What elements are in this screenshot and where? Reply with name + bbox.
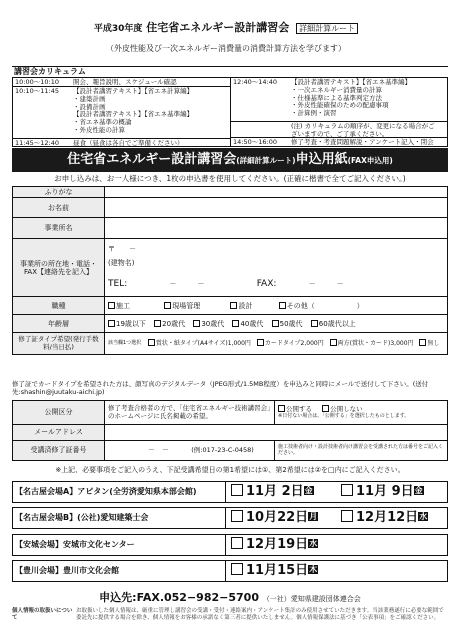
venue-slot[interactable]: 12月12日水: [341, 510, 428, 526]
checkbox[interactable]: [278, 405, 285, 412]
checkbox[interactable]: [108, 320, 115, 327]
building-name: (建物名): [108, 259, 135, 268]
fax-line: [12, 592, 448, 605]
checkbox[interactable]: [330, 339, 337, 346]
cert-options: [105, 333, 448, 355]
address-label: 事業所の所在地・電話・FAX【連絡先を記入】: [13, 239, 105, 297]
exam-label: 受講済修了証番号: [13, 441, 105, 461]
form-instruction: お申し込みは、お一人様につき、1枚の申込書を使用してください。(正確に楷書で全てご記入ください。): [54, 174, 406, 183]
name-field[interactable]: [105, 198, 448, 218]
age-option[interactable]: 60歳代以上: [311, 320, 356, 328]
checkbox[interactable]: [231, 484, 243, 496]
curriculum-time: 10:10～11:45: [15, 87, 59, 95]
age-option[interactable]: 30歳代: [193, 320, 224, 328]
fax-field[interactable]: － －: [308, 280, 344, 289]
publish-note: ※日付ない場合は、「公開する」を選択したものとします。: [278, 412, 410, 419]
name-label: お名前: [13, 198, 105, 218]
form-title-main: 住宅省エネルギー設計講習会: [67, 152, 237, 167]
age-option[interactable]: 19歳以下: [108, 320, 146, 328]
checkbox[interactable]: [341, 510, 353, 522]
venue-row: [12, 481, 448, 503]
checkbox[interactable]: [231, 563, 243, 575]
curriculum-row: [231, 78, 447, 122]
curriculum-table: [12, 77, 448, 147]
organizer: （一社）愛知県建設団体連合会: [262, 595, 361, 603]
office-field[interactable]: [105, 218, 448, 239]
checkbox[interactable]: [148, 339, 155, 346]
checkbox[interactable]: [231, 510, 243, 522]
checkbox[interactable]: [231, 537, 243, 549]
checkbox[interactable]: [272, 320, 279, 327]
email-field[interactable]: [105, 425, 448, 441]
publish-label: 公開区分: [13, 401, 105, 425]
venue-slot[interactable]: 11月 2日金: [231, 484, 314, 500]
curriculum-note: (注) カリキュラムの順序が、変更になる場合がございますので、ご了承ください。: [291, 122, 435, 138]
checkbox[interactable]: [230, 302, 237, 309]
cert-note: 該当欄1つ選択: [108, 339, 142, 346]
checkbox[interactable]: [232, 320, 239, 327]
form-title-fax: (FAX申込用): [347, 156, 393, 165]
course-title: 住宅省エネルギー設計講習会: [146, 21, 290, 34]
curriculum-time: 12:40～14:40: [233, 78, 277, 86]
publish-yes[interactable]: 公開する: [278, 405, 312, 413]
venue-name: 【安城会場】安城市文化センター: [15, 540, 135, 549]
tel-field[interactable]: － －: [169, 280, 205, 289]
curriculum-row: [13, 87, 230, 139]
curriculum-content: 開会、趣旨説明、スケジュール確認: [73, 78, 177, 86]
venue-row: [12, 507, 448, 529]
checkbox[interactable]: [108, 302, 115, 309]
exam-dash: － －: [148, 446, 169, 455]
priority-note: ※上記、必要事項をご記入のうえ、下記受講希望日の第1希望には①、第2希望には②を□内にご記入ください。: [55, 466, 405, 474]
cert-label: [13, 333, 105, 355]
course-subtitle: （外皮性能及び一次エネルギー消費量の消費計算方法を学びます）: [106, 44, 346, 53]
age-options: [105, 315, 448, 333]
application-form-2: [12, 400, 448, 461]
exam-note-text: 施工技術者向け・設計技術者向け講習会を受講された方は番号をご記入ください。: [278, 443, 444, 456]
checkbox[interactable]: [341, 484, 353, 496]
publish-desc-text: 修了考査合格者の方で、「住宅省エネルギー技術講習会」のホームページに氏名掲載の希望。: [108, 404, 271, 420]
venue-name: 【豊川会場】豊川市文化会館: [15, 566, 119, 575]
venue-slot[interactable]: 12月19日水: [231, 537, 318, 553]
curriculum-time: 11:45～12:40: [15, 139, 59, 147]
curriculum-time: 10:00～10:10: [15, 78, 59, 86]
occupation-option[interactable]: その他（ ）: [279, 302, 364, 310]
curriculum-row: [13, 139, 230, 148]
exam-example: (例:017-23-C-0458): [191, 446, 254, 455]
year-label: 平成30年度: [93, 24, 143, 34]
cert-option[interactable]: 両方(賞状・カード)3,000円: [330, 339, 414, 348]
form-title: [12, 148, 448, 172]
occupation-label: 職種: [13, 297, 105, 315]
curriculum-content: 修了考査・考査問題解説・アンケート記入・閉会: [291, 138, 434, 146]
fax-number: 申込先:FAX.052−982−5700: [99, 591, 259, 604]
curriculum-row: [13, 78, 230, 87]
venue-slot[interactable]: 10月22日月: [231, 510, 318, 526]
fax-label: FAX:: [256, 279, 277, 290]
publish-desc: [105, 401, 275, 425]
furigana-field[interactable]: [105, 187, 448, 198]
checkbox[interactable]: [257, 339, 264, 346]
age-option[interactable]: 40歳代: [232, 320, 263, 328]
exam-note: [275, 441, 448, 461]
address-field[interactable]: [105, 239, 448, 297]
occupation-option[interactable]: 施工: [108, 302, 130, 310]
form-title-sub: (詳細計算ルート): [236, 156, 296, 165]
venue-row: [12, 534, 448, 556]
curriculum-row: [231, 138, 447, 148]
age-option[interactable]: 50歳代: [272, 320, 303, 328]
curriculum-row: [231, 122, 447, 138]
curriculum-title: 講習会カリキュラム: [12, 66, 448, 77]
email-label: メールアドレス: [13, 425, 105, 441]
checkbox[interactable]: [193, 320, 200, 327]
checkbox[interactable]: [279, 302, 286, 309]
application-form: [12, 186, 448, 355]
postal-code: 〒 －: [108, 245, 136, 254]
cert-option[interactable]: 賞状・紙タイプ(A4サイズ)1,000円: [148, 339, 251, 348]
venue-row: [12, 560, 448, 582]
cert-label-text: 修了証タイプ希望(発行手数料/当日払): [18, 335, 99, 351]
venue-name: 【名古屋会場B】(公社)愛知建築士会: [15, 513, 149, 522]
cert-option[interactable]: カードタイプ2,000円: [257, 339, 324, 348]
checkbox[interactable]: [322, 405, 329, 412]
route-badge: 詳細計算ルート: [296, 23, 358, 34]
occupation-option[interactable]: 現場管理: [164, 302, 200, 310]
occupation-option[interactable]: 設計: [230, 302, 252, 310]
privacy-text: お取扱いした個人情報は、厳重に管理し講習会の受講・受付・連絡案内・アンケート集計のみ使用させていただきます。当該業務遂行に必要な範囲で委託先に提供する場合を除き、個人情報をお客様の承諾なく第三者に提供いたしません。個人情報保護法に基づき「公表事項」をご確認ください。: [76, 608, 444, 621]
checkbox[interactable]: [419, 339, 426, 346]
header: [4, 4, 448, 62]
furigana-label: ふりがな: [13, 187, 105, 198]
publish-options: [275, 401, 448, 425]
occupation-options: [105, 297, 448, 315]
form-page: [4, 4, 448, 636]
card-note: 修了証でカードタイプを希望された方は、顔写真のデジタルデータ（JPEG形式/1.5MB程度）を申込みと同時にメールで送付して下さい。(送付先:shashin@juutaku-aichi.jp): [12, 380, 429, 397]
publish-no[interactable]: 公開しない: [322, 405, 363, 413]
checkbox[interactable]: [164, 302, 171, 309]
checkbox[interactable]: [154, 320, 161, 327]
checkbox[interactable]: [311, 320, 318, 327]
venue-name: 【名古屋会場A】アピタン(全労済愛知県本部会館): [15, 487, 197, 496]
tel-label: TEL:: [108, 279, 128, 290]
header-title: [4, 22, 448, 35]
curriculum-content: 昼食（昼食は各自でご準備ください）: [73, 139, 184, 147]
curriculum-content: 【設計者講習テキスト】【省エネ基準編】 ・一次エネルギー消費量の計算 ・仕様基準による基準判定方法 ・外皮性能確保のための配慮事項 ・計算例・演習: [291, 78, 412, 118]
curriculum-time: 14:50～16:00: [233, 138, 277, 146]
cert-option[interactable]: 無し: [419, 339, 439, 348]
privacy-label: 個人情報の取扱いについて: [12, 608, 73, 621]
venue-slot[interactable]: 11月 9日金: [341, 484, 424, 500]
age-option[interactable]: 20歳代: [154, 320, 185, 328]
office-label: 事業所名: [13, 218, 105, 239]
curriculum-content: 【設計者講習テキスト】【省エネ計算編】 ・建築計画 ・設備計画 【設計者講習テキスト】【省エネ基準編】 ・省エネ基準の概論 ・外皮性能の計算: [73, 87, 194, 134]
venue-slot[interactable]: 11月15日木: [231, 563, 318, 579]
form-title-end: 申込用紙: [295, 152, 348, 167]
age-label: 年齢層: [13, 315, 105, 333]
exam-field[interactable]: [105, 441, 275, 461]
